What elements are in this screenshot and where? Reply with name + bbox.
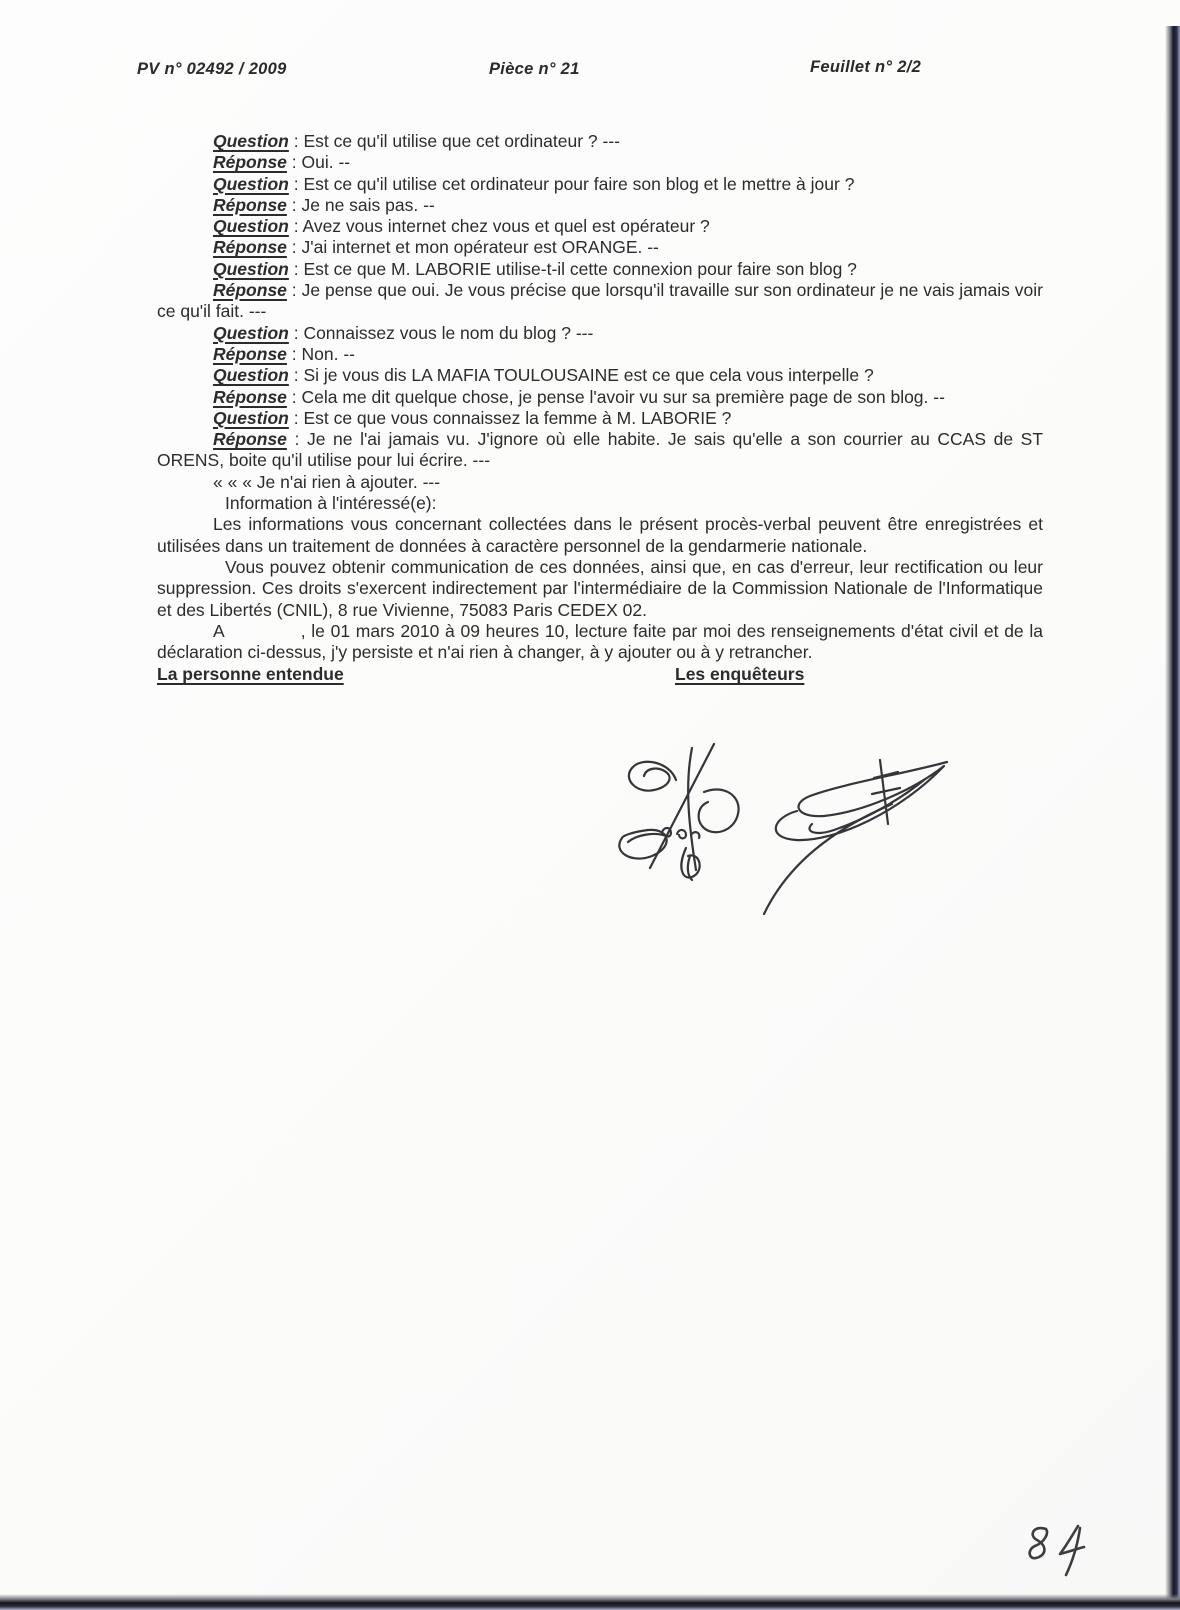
qa-separator: : — [288, 407, 304, 428]
qa-line — [157, 323, 1043, 344]
qa-separator: : — [288, 258, 304, 279]
qa-text: Est ce que vous connaissez la femme à M. LABORIE ? — [303, 407, 732, 428]
qa-separator: : — [286, 152, 302, 173]
closing-place-prefix: A — [213, 620, 225, 641]
qa-label: Réponse — [213, 237, 287, 258]
qa-line — [157, 216, 1043, 237]
closing-text: , le 01 mars 2010 à 09 heures 10, lecture faite par moi des renseignements d'état civil et de la déclaration ci-dessus, j'y persiste et n'ai rien à changer, à y ajouter ou à y retrancher. — [157, 620, 1043, 663]
qa-text: Oui. -- — [301, 152, 351, 173]
qa-separator: : — [286, 237, 302, 258]
qa-label: Question — [213, 258, 289, 279]
qa-label: Question — [213, 173, 289, 194]
qa-separator: : — [288, 173, 304, 194]
signature-labels-row — [157, 664, 1043, 686]
qa-label: Réponse — [213, 194, 287, 215]
nothing-to-add-line: « « « Je n'ai rien à ajouter. --- — [213, 471, 441, 492]
qa-label: Question — [213, 216, 289, 237]
info-heading: Information à l'intéressé(e): — [225, 493, 437, 514]
qa-label: Réponse — [213, 386, 287, 407]
qa-label: Question — [213, 407, 289, 428]
qa-text: Connaissez vous le nom du blog ? --- — [303, 322, 594, 343]
qa-separator: : — [286, 280, 302, 301]
label-investigators: Les enquêteurs — [675, 664, 805, 685]
qa-text: Est ce qu'il utilise cet ordinateur pour faire son blog et le mettre à jour ? — [303, 173, 855, 194]
scan-edge-right — [1165, 26, 1180, 1610]
handwritten-page-number — [1016, 1518, 1096, 1580]
qa-text: Je ne l'ai jamais vu. J'ignore où elle habite. Je sais qu'elle a son courrier au CCAS de ST ORENS, boite qu'il utilise pour lui écrire. --- — [157, 429, 1044, 471]
qa-line — [157, 280, 1043, 323]
qa-line — [157, 408, 1043, 429]
label-person-interviewed: La personne entendue — [157, 664, 344, 685]
qa-label: Réponse — [213, 343, 287, 364]
qa-label: Réponse — [213, 152, 287, 173]
qa-line — [157, 259, 1043, 280]
qa-separator: : — [288, 365, 304, 386]
info-paragraph-2: Vous pouvez obtenir communication de ces données, ainsi que, en cas d'erreur, leur rectification ou leur suppression. Ces droits s'exercent indirectement par l'intermédiaire de la Commission Nationale de l'Informatique et des Libertés (CNIL), 8 rue Vivienne, 75083 Paris CEDEX 02. — [157, 556, 1043, 620]
qa-text: Si je vous dis LA MAFIA TOULOUSAINE est ce que cela vous interpelle ? — [303, 365, 874, 386]
qa-text: Est ce que M. LABORIE utilise-t-il cette connexion pour faire son blog ? — [303, 258, 857, 279]
qa-label: Question — [213, 322, 289, 343]
document-body — [157, 131, 1043, 686]
qa-separator: : — [286, 386, 302, 407]
investigator-signature-2 — [752, 736, 957, 916]
qa-separator: : — [286, 343, 302, 364]
qa-label: Réponse — [213, 280, 287, 301]
qa-separator: : — [288, 322, 304, 343]
qa-text: Je pense que oui. Je vous précise que lorsqu'il travaille sur son ordinateur je ne vais jamais voir ce qu'il fait. --- — [157, 280, 1043, 322]
qa-line — [157, 344, 1043, 365]
qa-text: J'ai internet et mon opérateur est ORANGE. -- — [301, 237, 659, 258]
qa-text: Non. -- — [301, 343, 355, 364]
qa-text: Avez vous internet chez vous et quel est opérateur ? — [302, 216, 710, 237]
qa-text: Cela me dit quelque chose, je pense l'avoir vu sur sa première page de son blog. -- — [301, 386, 945, 407]
qa-text: Est ce qu'il utilise que cet ordinateur ? --- — [303, 131, 620, 151]
qa-separator: : — [288, 216, 303, 237]
piece-number: Pièce n° 21 — [489, 60, 580, 78]
scan-edge-bottom — [0, 1594, 1180, 1610]
feuillet-number: Feuillet n° 2/2 — [810, 58, 922, 76]
qa-line — [157, 152, 1043, 173]
qa-text: Je ne sais pas. -- — [301, 194, 435, 215]
qa-line — [157, 174, 1043, 195]
qa-label: Question — [213, 365, 289, 386]
qa-separator: : — [286, 429, 307, 450]
qa-label: Question — [213, 131, 289, 151]
info-paragraph-1: Les informations vous concernant collectées dans le présent procès-verbal peuvent être enregistrées et utilisées dans un traitement de données à caractère personnel de la gendarmerie nationale. — [157, 514, 1043, 556]
qa-line — [157, 429, 1043, 472]
qa-line — [157, 195, 1043, 216]
qa-separator: : — [288, 131, 304, 151]
investigator-signature-1 — [612, 740, 757, 885]
closing-statement — [157, 621, 1043, 664]
qa-line — [157, 365, 1043, 386]
qa-line — [157, 131, 1043, 152]
qa-line — [157, 237, 1043, 258]
pv-number: PV n° 02492 / 2009 — [137, 60, 287, 78]
qa-separator: : — [286, 194, 302, 215]
qa-line — [157, 387, 1043, 408]
qa-label: Réponse — [213, 429, 287, 450]
